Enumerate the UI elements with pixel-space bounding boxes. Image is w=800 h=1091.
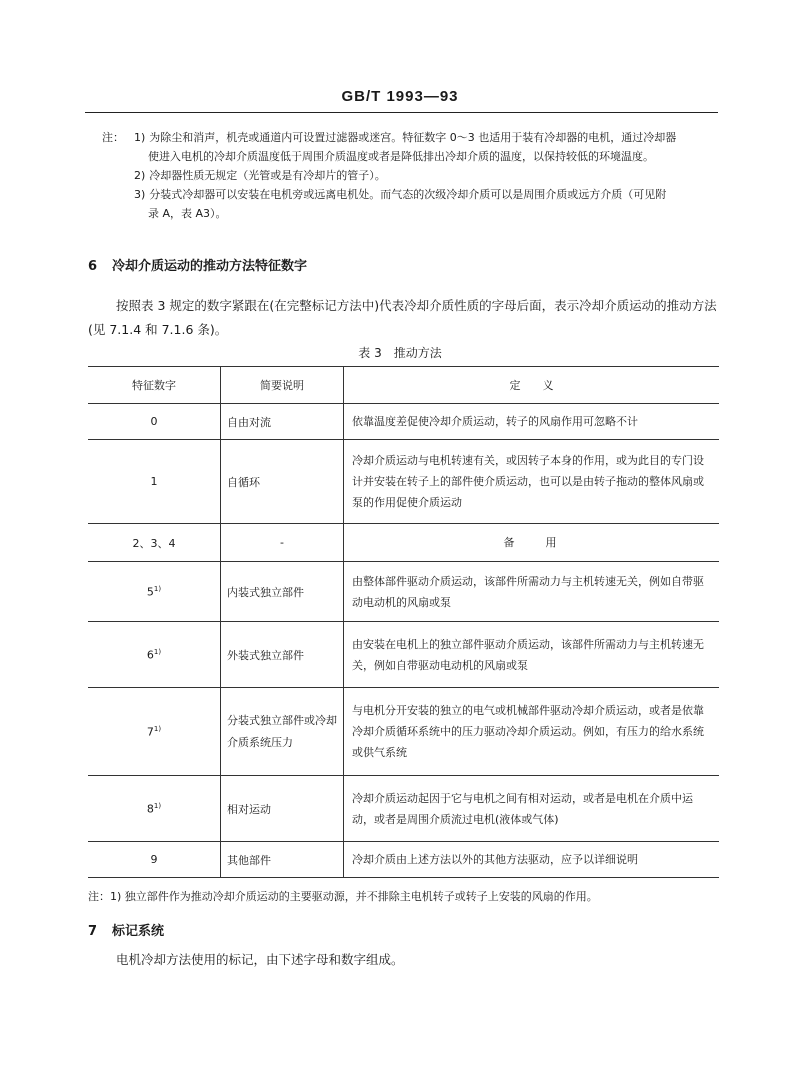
col-header-definition: 定 义 <box>344 367 720 404</box>
table-row <box>88 776 719 842</box>
footnote-mark: 1) <box>153 724 162 733</box>
cell-desc: 相对运动 <box>221 776 344 842</box>
table-row <box>88 842 719 878</box>
cell-desc: - <box>221 524 344 562</box>
notes-block <box>102 128 722 223</box>
cell-desc: 分装式独立部件或冷却介质系统压力 <box>221 688 344 776</box>
table-header-row <box>88 367 719 404</box>
note-item-3 <box>102 185 722 204</box>
header-rule <box>85 112 718 113</box>
note-text <box>134 185 722 204</box>
note-item-1 <box>102 128 722 147</box>
section-title: 冷却介质运动的推动方法特征数字 <box>112 259 308 274</box>
propulsion-method-table <box>88 366 719 878</box>
note-continuation: 使进入电机的冷却介质温度低于周围介质温度或者是降低排出冷却介质的温度，以保持较低的环境温度。 <box>148 150 654 163</box>
section-number: 7 <box>88 924 98 939</box>
table-row <box>88 688 719 776</box>
cell-definition: 冷却介质运动起因于它与电机之间有相对运动，或者是电机在介质中运动，或者是周围介质流过电机(液体或气体) <box>344 776 720 842</box>
note-text <box>134 166 722 185</box>
footnote-mark: 1) <box>153 647 162 656</box>
note-line: 分装式冷却器可以安装在电机旁或远离电机处。而气态的次级冷却介质可以是周围介质或远方介质（可见附 <box>149 188 667 201</box>
section-7-paragraph: 电机冷却方法使用的标记，由下述字母和数字组成。 <box>116 952 404 967</box>
cell-desc: 自由对流 <box>221 404 344 440</box>
note-number: 1) <box>134 131 146 144</box>
footnote-mark: 1) <box>153 584 162 593</box>
section-6-paragraph: 按照表 3 规定的数字紧跟在(在完整标记方法中)代表冷却介质性质的字母后面，表示冷却介质运动的推动方法(见 7.1.4 和 7.1.6 条)。 <box>88 298 717 337</box>
table-title: 表 3 推动方法 <box>358 346 442 360</box>
footnote-mark: 1) <box>153 801 162 810</box>
code-value: 6 <box>146 648 154 662</box>
cell-code <box>88 562 221 622</box>
table-row <box>88 440 719 524</box>
table-row <box>88 404 719 440</box>
code-value: 8 <box>146 802 154 816</box>
note-continuation: 录 A，表 A3）。 <box>148 207 227 220</box>
standard-code-header: GB/T 1993—93 <box>341 88 459 105</box>
table-row <box>88 622 719 688</box>
table-row <box>88 562 719 622</box>
note-item-2 <box>102 166 722 185</box>
cell-code <box>88 688 221 776</box>
table-row-reserved <box>88 524 719 562</box>
section-number: 6 <box>88 259 98 274</box>
cell-definition: 冷却介质由上述方法以外的其他方法驱动，应予以详细说明 <box>344 842 720 878</box>
col-header-code: 特征数字 <box>88 367 221 404</box>
cell-definition: 由安装在电机上的独立部件驱动介质运动，该部件所需动力与主机转速无关，例如自带驱动电动机的风扇或泵 <box>344 622 720 688</box>
cell-code <box>88 622 221 688</box>
cell-code <box>88 776 221 842</box>
section-6-heading <box>88 255 307 274</box>
notes-lead: 注： <box>102 131 124 144</box>
code-value: 7 <box>146 725 154 739</box>
section-title: 标记系统 <box>112 924 165 939</box>
cell-desc: 外装式独立部件 <box>221 622 344 688</box>
cell-code: 0 <box>88 404 221 440</box>
cell-definition: 依靠温度差促使冷却介质运动，转子的风扇作用可忽略不计 <box>344 404 720 440</box>
note-line: 冷却器性质无规定（光管或是有冷却片的管子）。 <box>149 169 386 182</box>
note-line: 为除尘和消声，机壳或通道内可设置过滤器或迷宫。特征数字 0～3 也适用于装有冷却器的电机，通过冷却器 <box>149 131 677 144</box>
code-value: 5 <box>146 585 154 599</box>
table-footnote: 注：1) 独立部件作为推动冷却介质运动的主要驱动源，并不排除主电机转子或转子上安装的风扇的作用。 <box>88 890 598 903</box>
cell-desc: 其他部件 <box>221 842 344 878</box>
note-number: 2) <box>134 169 146 182</box>
cell-desc: 内装式独立部件 <box>221 562 344 622</box>
cell-desc: 自循环 <box>221 440 344 524</box>
cell-code: 1 <box>88 440 221 524</box>
cell-code: 2、3、4 <box>88 524 221 562</box>
cell-definition: 由整体部件驱动介质运动，该部件所需动力与主机转速无关，例如自带驱动电动机的风扇或泵 <box>344 562 720 622</box>
cell-definition: 冷却介质运动与电机转速有关，或因转子本身的作用，或为此目的专门设计并安装在转子上的部件使介质运动，也可以是由转子拖动的整体风扇或泵的作用促使介质运动 <box>344 440 720 524</box>
cell-definition: 备 用 <box>344 524 720 562</box>
section-7-heading <box>88 920 164 939</box>
cell-code: 9 <box>88 842 221 878</box>
note-number: 3) <box>134 188 146 201</box>
note-text <box>134 128 722 147</box>
cell-definition: 与电机分开安装的独立的电气或机械部件驱动冷却介质运动，或者是依靠冷却介质循环系统中的压力驱动冷却介质运动。例如，有压力的给水系统或供气系统 <box>344 688 720 776</box>
col-header-desc: 简要说明 <box>221 367 344 404</box>
